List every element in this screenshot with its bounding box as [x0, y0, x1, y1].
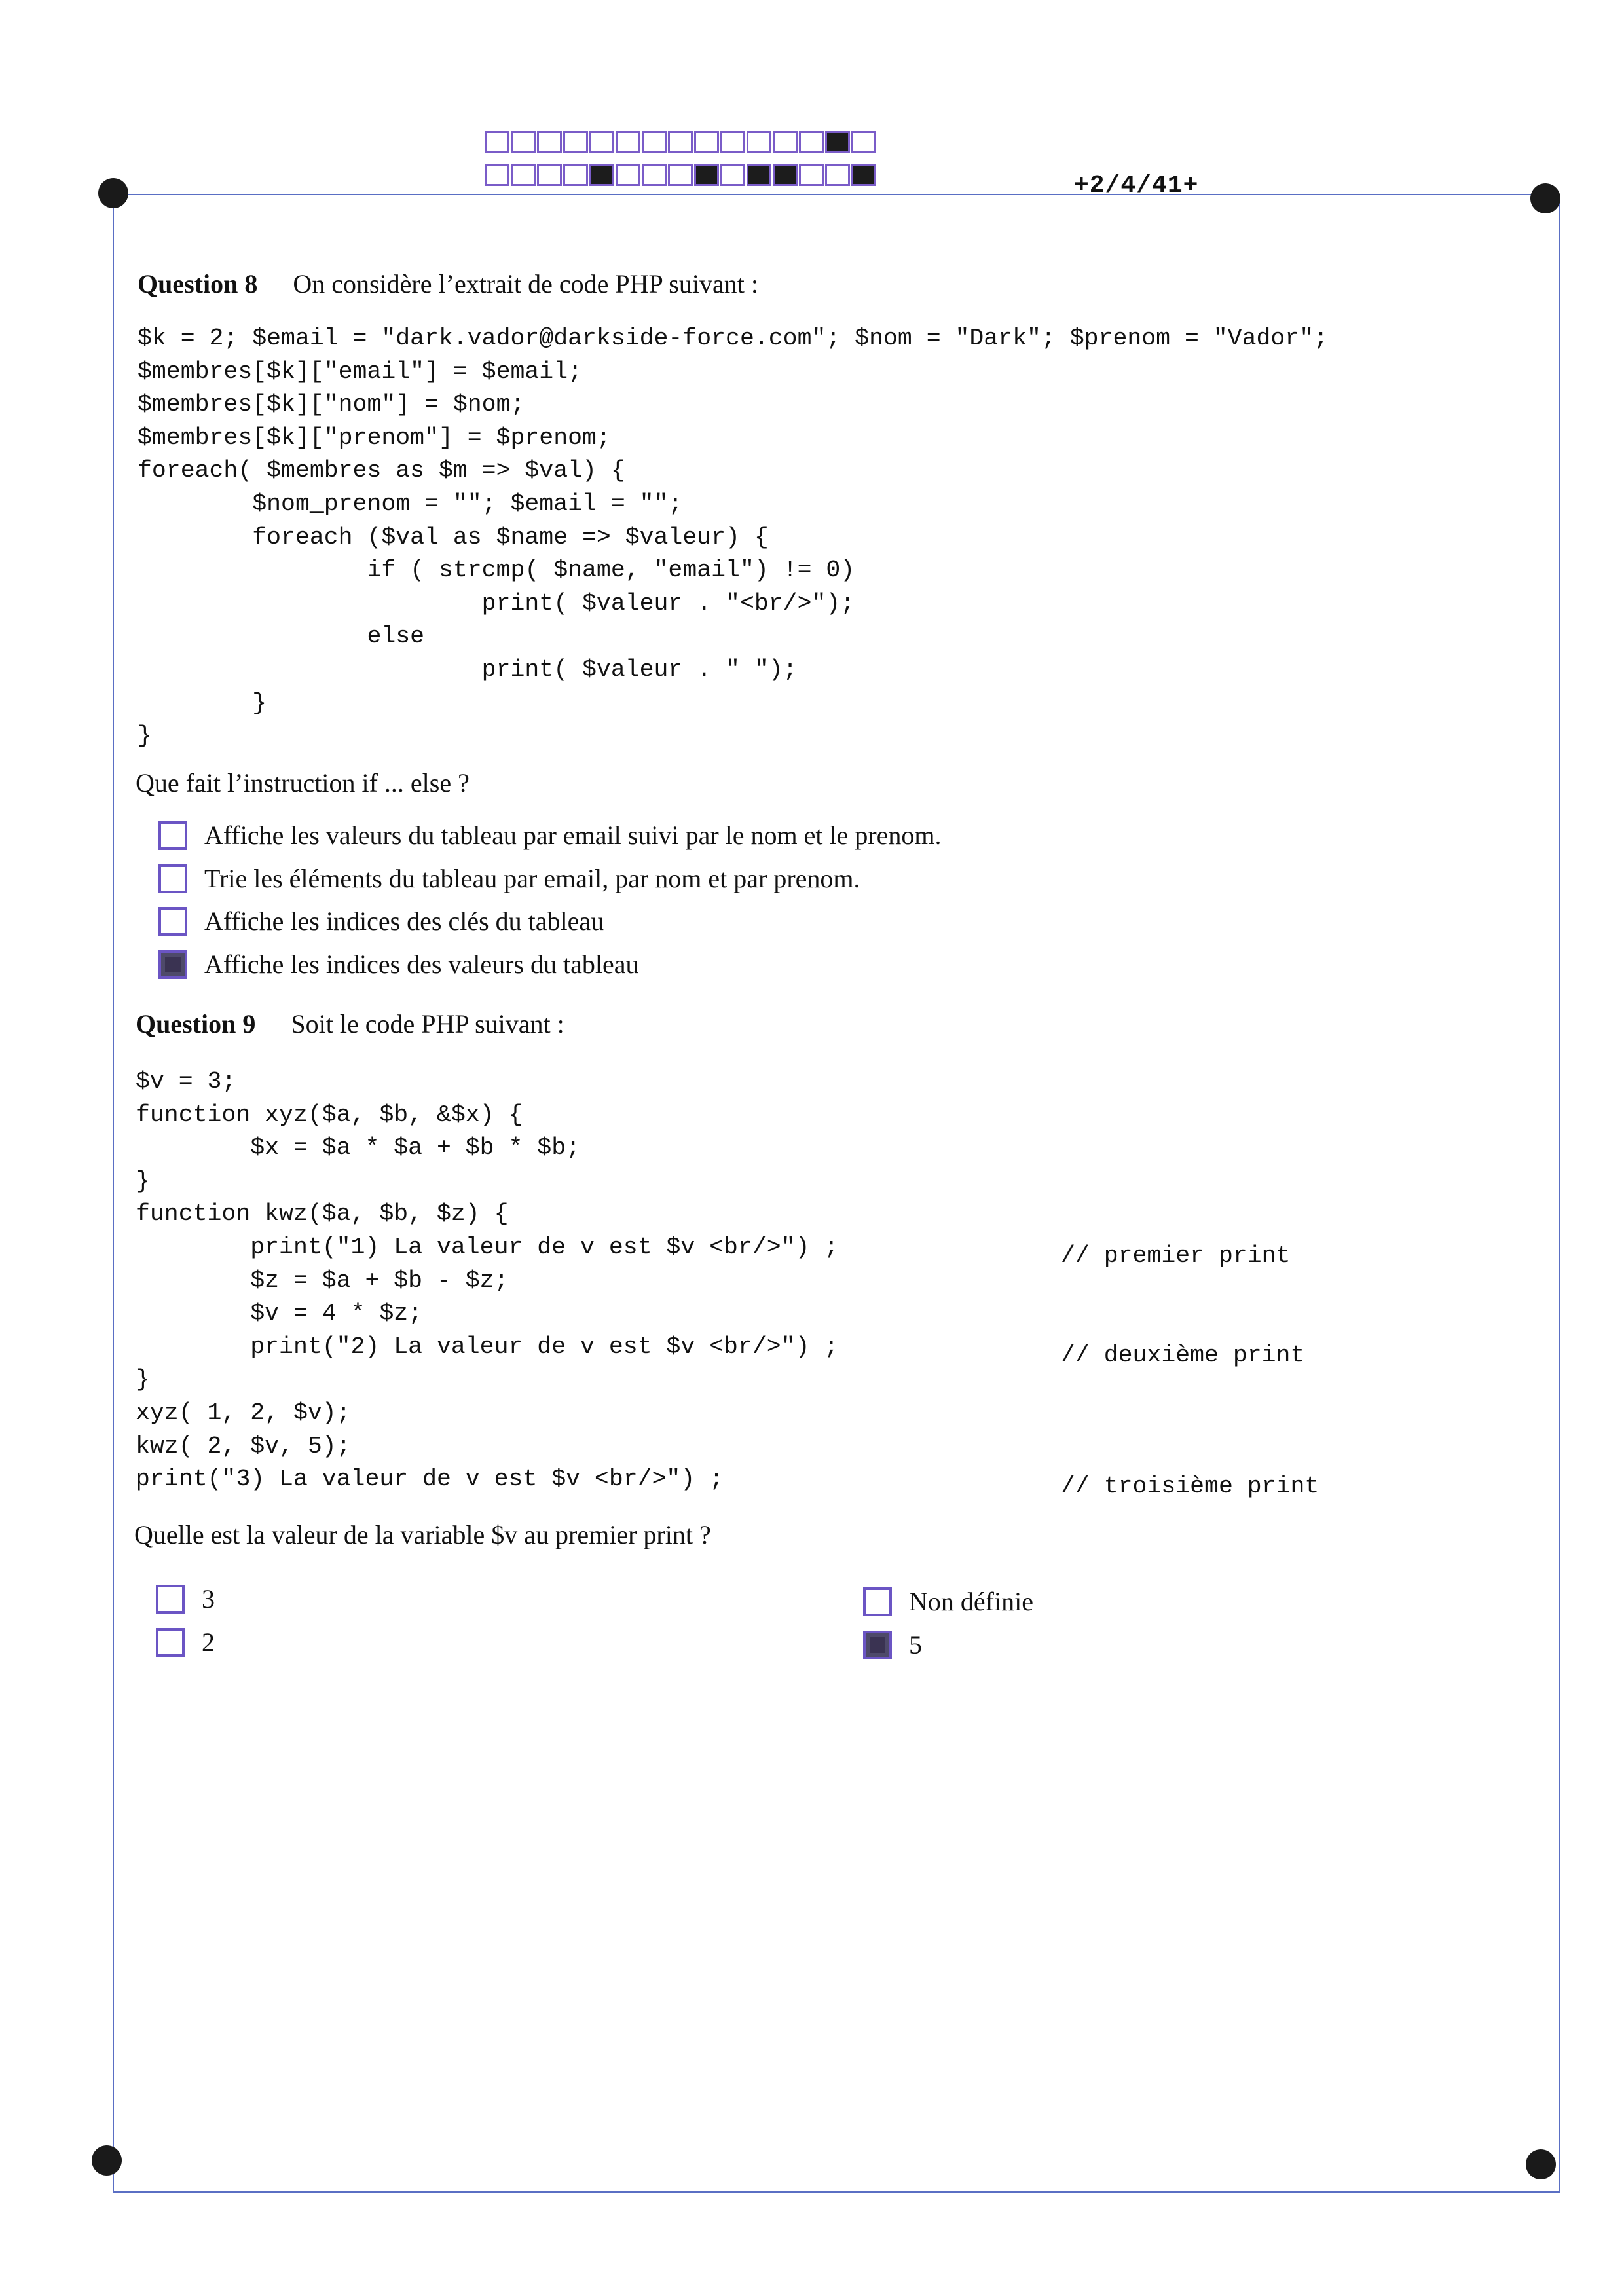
question-number: Question 9	[136, 1009, 256, 1039]
id-box	[825, 164, 850, 186]
id-box	[511, 164, 536, 186]
checkbox[interactable]	[158, 821, 187, 850]
code-comment-2: // deuxième print	[1061, 1342, 1305, 1369]
q8-choice-2[interactable]	[158, 863, 860, 894]
q9-choice-1[interactable]	[156, 1583, 215, 1614]
question-9-prompt: Quelle est la valeur de la variable $v au premier print ?	[134, 1520, 711, 1549]
checkbox[interactable]	[156, 1628, 185, 1657]
id-box	[537, 131, 562, 153]
page-identifier: +2/4/41+	[1074, 172, 1199, 200]
id-box-row-2	[485, 164, 877, 186]
choice-label: Non définie	[909, 1587, 1033, 1616]
q9-choice-2[interactable]	[156, 1627, 215, 1657]
id-box	[642, 131, 667, 153]
choice-label: 3	[202, 1584, 215, 1614]
code-comment-3: // troisième print	[1061, 1473, 1320, 1500]
id-box	[589, 131, 614, 153]
id-box	[720, 164, 745, 186]
corner-mark-bottom-right	[1526, 2149, 1556, 2179]
id-box	[694, 164, 719, 186]
id-box	[773, 131, 798, 153]
id-box	[694, 131, 719, 153]
corner-mark-top-right	[1530, 183, 1560, 213]
id-box	[589, 164, 614, 186]
id-box	[511, 131, 536, 153]
q8-choice-4[interactable]	[158, 949, 638, 980]
id-box	[616, 131, 640, 153]
id-box-row-1	[485, 131, 877, 153]
id-box	[668, 131, 693, 153]
id-box	[668, 164, 693, 186]
q8-choice-3[interactable]	[158, 906, 604, 936]
code-comment-1: // premier print	[1061, 1242, 1291, 1269]
id-box	[773, 164, 798, 186]
question-8-code: $k = 2; $email = "dark.vador@darkside-force.com"; $nom = "Dark"; $prenom = "Vador"; $membres[$k]["email"] = $email; $membres[$k]["nom"] = $nom; $membres[$k]["prenom"] = $prenom; foreach( $membres as $m => $val) { $nom_prenom = ""; $email = ""; foreach ($val as $name => $valeur) { if ( strcmp( $name, "email") != 0) print( $valeur . "<br/>"); else print( $valeur . " "); } }	[138, 325, 1328, 750]
choice-label: 5	[909, 1630, 922, 1659]
q9-choice-4[interactable]	[863, 1629, 922, 1660]
choice-label: 2	[202, 1627, 215, 1657]
question-9-heading	[136, 1009, 564, 1039]
corner-mark-bottom-left	[92, 2145, 122, 2176]
checkbox[interactable]	[158, 864, 187, 893]
id-box	[747, 131, 771, 153]
id-box	[485, 164, 509, 186]
q8-choice-1[interactable]	[158, 820, 942, 851]
id-box	[720, 131, 745, 153]
question-intro: On considère l’extrait de code PHP suivant :	[293, 269, 758, 299]
checkbox[interactable]	[863, 1587, 892, 1616]
checkbox[interactable]	[158, 907, 187, 936]
checkbox[interactable]	[156, 1585, 185, 1614]
choice-label: Affiche les indices des valeurs du tableau	[204, 950, 639, 979]
id-box	[563, 131, 588, 153]
id-box	[563, 164, 588, 186]
choice-label: Affiche les indices des clés du tableau	[204, 906, 604, 936]
corner-mark-top-left	[98, 178, 128, 208]
checkbox[interactable]	[863, 1631, 892, 1659]
question-number: Question 8	[138, 269, 258, 299]
question-8-prompt: Que fait l’instruction if ... else ?	[136, 768, 470, 798]
id-box	[799, 164, 824, 186]
id-box	[851, 164, 876, 186]
id-box	[537, 164, 562, 186]
id-box	[825, 131, 850, 153]
question-8-heading	[138, 268, 758, 299]
q9-choice-3[interactable]	[863, 1586, 1033, 1617]
id-box	[485, 131, 509, 153]
id-box	[799, 131, 824, 153]
choice-label: Affiche les valeurs du tableau par email suivi par le nom et le prenom.	[204, 821, 942, 850]
checkbox[interactable]	[158, 950, 187, 979]
id-box	[747, 164, 771, 186]
id-box	[642, 164, 667, 186]
id-box	[616, 164, 640, 186]
id-box	[851, 131, 876, 153]
choice-label: Trie les éléments du tableau par email, par nom et par prenom.	[204, 864, 860, 893]
question-intro: Soit le code PHP suivant :	[291, 1009, 564, 1039]
question-9-code: $v = 3; function xyz($a, $b, &$x) { $x = $a * $a + $b * $b; } function kwz($a, $b, $z) { print("1) La valeur de v est $v <br/>") ; $z = $a + $b - $z; $v = 4 * $z; print("2) La valeur de v est $v <br/>") ; } xyz( 1, 2, $v); kwz( 2, $v, 5); print("3) La valeur de v est $v <br/>") ;	[136, 1068, 839, 1493]
